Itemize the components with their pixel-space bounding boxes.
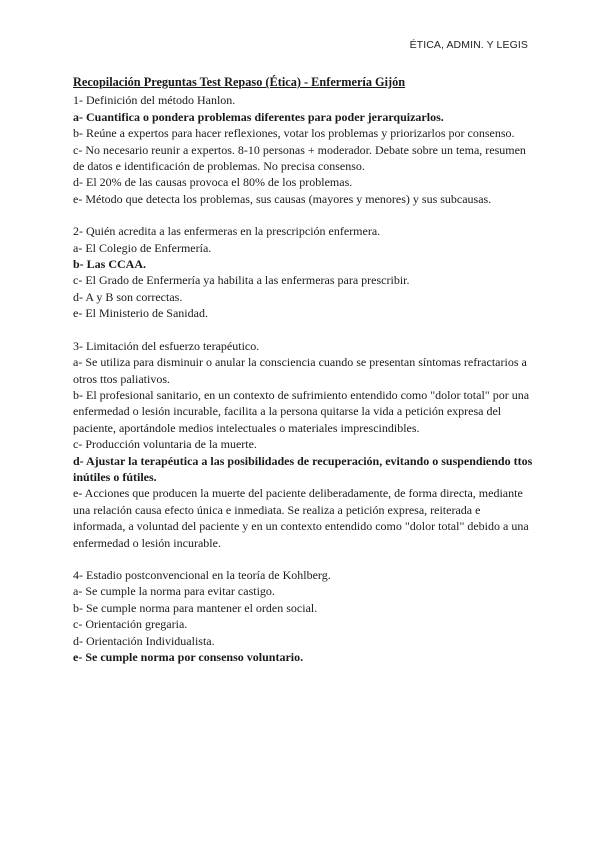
answer-option-correct: a- Cuantifica o pondera problemas diferentes para poder jerarquizarlos. [73,109,444,124]
question-3 [73,338,533,551]
answer-option: a- Se utiliza para disminuir o anular la consciencia cuando se presentan síntomas refractarios a otros ttos paliativos. [73,355,527,386]
answer-option: e- El Ministerio de Sanidad. [73,306,208,321]
question-1 [73,92,533,207]
question-stem: 1- Definición del método Hanlon. [73,93,236,108]
answer-option: d- Orientación Individualista. [73,633,215,648]
answer-option: d- El 20% de las causas provoca el 80% de los problemas. [73,175,353,190]
answer-option: c- No necesario reunir a expertos. 8-10 personas + moderador. Debate sobre un tema, resumen de datos e identificación de problemas. No precisa consenso. [73,142,526,174]
answer-option: c- Orientación gregaria. [73,617,188,632]
question-stem: 4- Estadio postconvencional en la teoría de Kohlberg. [73,567,331,582]
answer-option: c- Producción voluntaria de la muerte. [73,437,257,452]
document-title: Recopilación Preguntas Test Repaso (Ética) - Enfermería Gijón [73,75,406,89]
answer-option: e- Método que detecta los problemas, sus causas (mayores y menores) y sus subcausas. [73,191,492,206]
header-label: ÉTICA, ADMIN. Y LEGIS [409,39,528,51]
answer-option: c- El Grado de Enfermería ya habilita a las enfermeras para prescribir. [73,273,410,288]
answer-option-correct: d- Ajustar la terapéutica a las posibilidades de recuperación, evitando o suspendiendo ttos inútiles o fútiles. [73,453,533,484]
question-2 [73,223,533,321]
answer-option: b- Reúne a expertos para hacer reflexiones, votar los problemas y priorizarlos por consenso. [73,126,515,141]
answer-option: b- Se cumple norma para mantener el orden social. [73,600,318,615]
answer-option: d- A y B son correctas. [73,289,183,304]
question-stem: 2- Quién acredita a las enfermeras en la prescripción enfermera. [73,224,381,239]
answer-option-correct: b- Las CCAA. [73,257,147,272]
document-content [73,74,533,665]
answer-option: e- Acciones que producen la muerte del paciente deliberadamente, de forma directa, mediante una relación causa efecto única e inmediata. Se realiza a petición expresa, reiterada e informada, a voluntad del paciente y en un contexto entendido como "dolor total" debido a una enfermedad o lesión incurable. [73,486,529,550]
answer-option-correct: e- Se cumple norma por consenso voluntario. [73,650,304,664]
answer-option: a- El Colegio de Enfermería. [73,240,212,255]
answer-option: a- Se cumple la norma para evitar castigo. [73,584,275,599]
question-4 [73,567,533,665]
answer-option: b- El profesional sanitario, en un contexto de sufrimiento entendido como "dolor total" por una enfermedad o lesión incurable, facilita a la persona quitarse la vida a petición expresa del paciente, aportándole medios intelectuales o materiales imprescindibles. [73,387,530,435]
question-stem: 3- Limitación del esfuerzo terapéutico. [73,338,260,353]
